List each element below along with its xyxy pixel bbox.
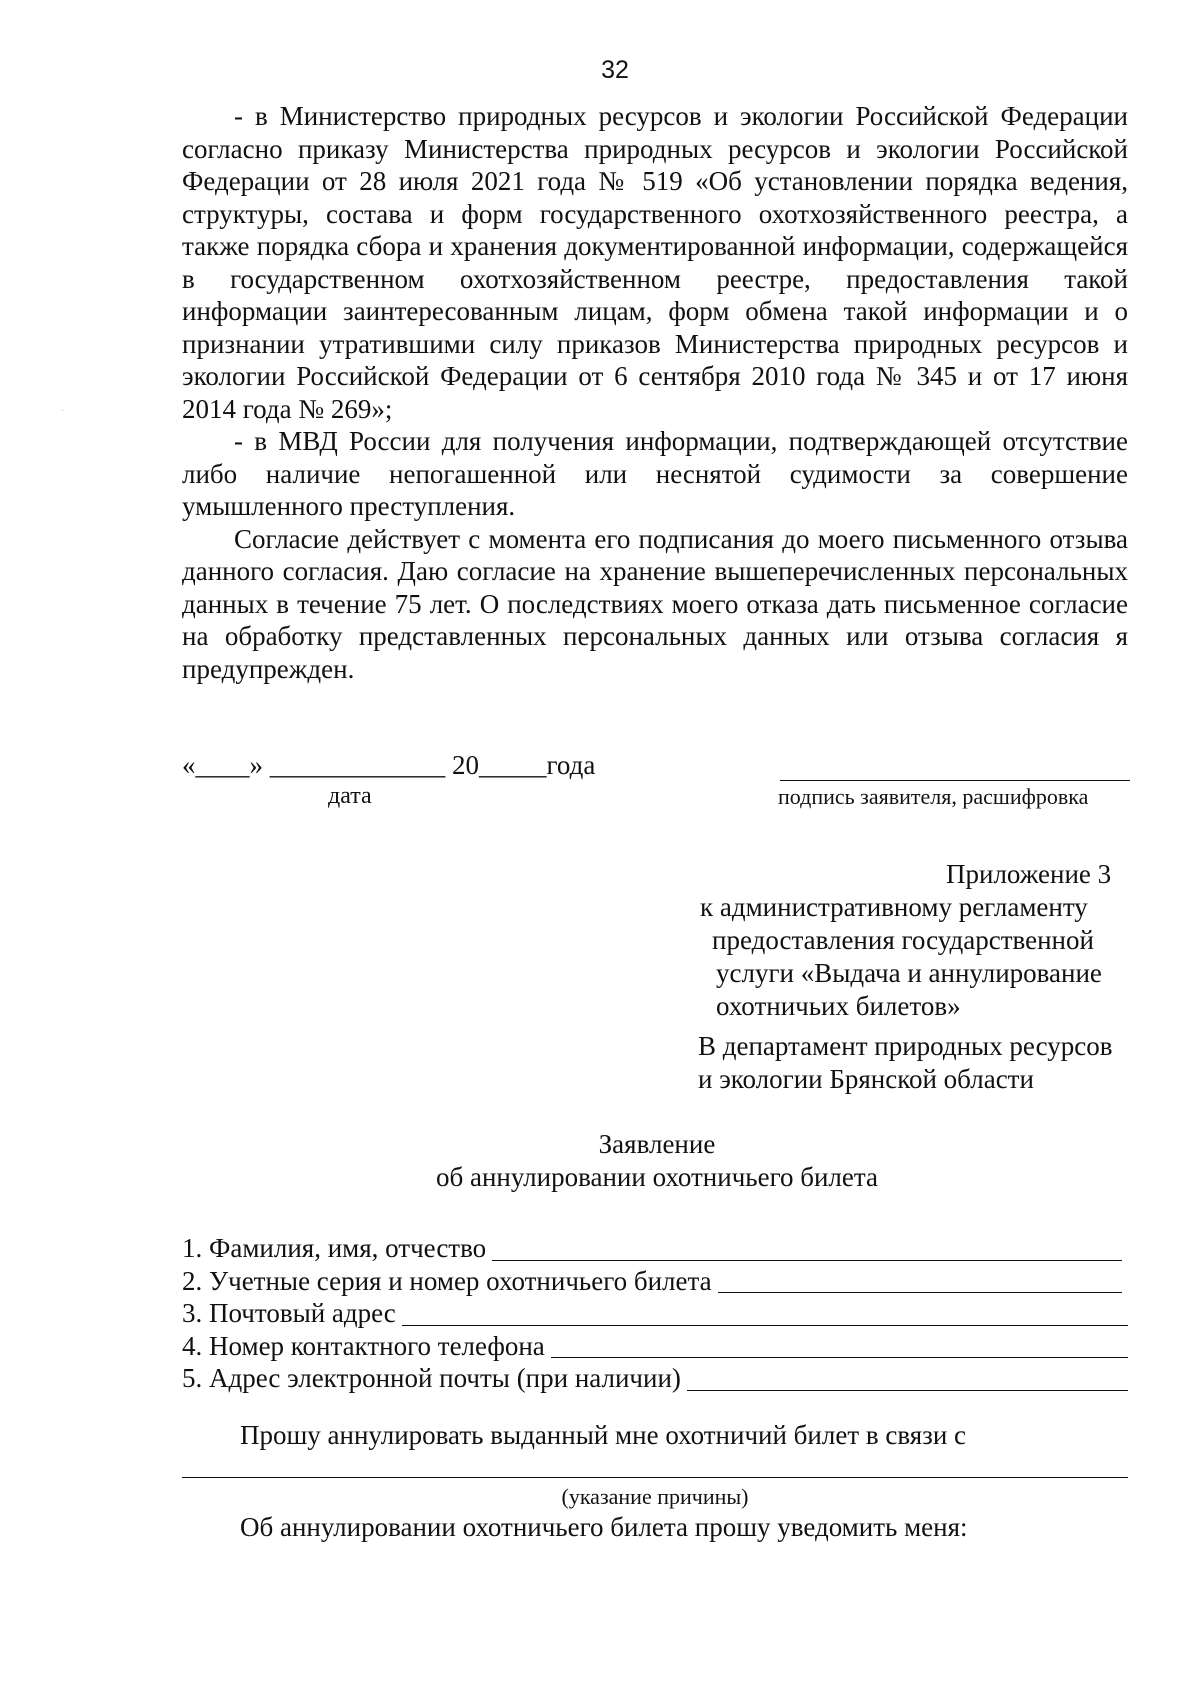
notification-statement: Об аннулировании охотничьего билета прошу уведомить меня: xyxy=(240,1512,968,1542)
addressee-line: и экологии Брянской области xyxy=(698,1064,1034,1094)
field-full-name xyxy=(182,1232,1128,1265)
date-line: «____» _____________ 20_____года xyxy=(182,750,596,780)
paragraph-ministry: - в Министерство природных ресурсов и экологии Российской Федерации согласно приказу Министерства природных ресурсов и экологии Российской Федерации от 28 июля 2021 года № 519 «Об установлении порядка ведения, структуры, состава и форм государственного охотхозяйственного реестра, а также порядка сбора и хранения документированной информации, содержащейся в государственном охотхозяйственном реестре, предоставления такой информации заинтересованным лицам, форм обмена такой информации и о признании утратившими силу приказов Министерства природных ресурсов и экологии Российской Федерации от 6 сентября 2010 года № 345 и от 17 июня 2014 года № 269»; xyxy=(182,101,1128,424)
scan-speck xyxy=(62,410,63,411)
appendix-line: предоставления государственной xyxy=(712,925,1094,955)
fill-in-blank xyxy=(492,1236,1122,1261)
fill-in-blank xyxy=(402,1301,1128,1326)
application-title xyxy=(0,1128,1200,1194)
addressee-line: В департамент природных ресурсов xyxy=(698,1031,1113,1061)
field-postal-address xyxy=(182,1297,1128,1330)
field-email xyxy=(182,1362,1128,1395)
consent-text xyxy=(182,100,1128,685)
field-label: 1. Фамилия, имя, отчество xyxy=(182,1233,487,1263)
field-label: 5. Адрес электронной почты (при наличии) xyxy=(182,1363,681,1393)
title-subheading: об аннулировании охотничьего билета xyxy=(435,1162,878,1192)
appendix-number: Приложение 3 xyxy=(946,859,1112,889)
page-number: 32 xyxy=(601,56,629,84)
paragraph-consent-validity: Согласие действует с момента его подписания до моего письменного отзыва данного согласия. Даю согласие на хранение вышеперечисленных персональных данных в течение 75 лет. О последствиях моего отказа дать письменное согласие на обработку представленных персональных данных или отзыва согласия я предупрежден. xyxy=(182,523,1128,684)
date-caption: дата xyxy=(328,783,372,809)
field-label: 3. Почтовый адрес xyxy=(182,1298,396,1328)
reason-blank xyxy=(182,1477,1128,1478)
appendix-line: услуги «Выдача и аннулирование xyxy=(716,958,1102,988)
title-heading: Заявление xyxy=(598,1129,716,1159)
request-statement: Прошу аннулировать выданный мне охотничий билет в связи с xyxy=(240,1420,967,1450)
field-phone xyxy=(182,1330,1128,1363)
paragraph-mvd: - в МВД России для получения информации, подтверждающей отсутствие либо наличие непогашенной или неснятой судимости за совершение умышленного преступления. xyxy=(182,426,1128,521)
fill-in-blank xyxy=(687,1366,1128,1391)
addressee-block xyxy=(698,1030,1112,1096)
field-license-number xyxy=(182,1265,1128,1298)
applicant-fields xyxy=(182,1232,1128,1395)
signature-line xyxy=(780,750,1130,781)
fill-in-blank xyxy=(718,1268,1122,1293)
field-label: 2. Учетные серия и номер охотничьего билета xyxy=(182,1265,712,1296)
appendix-block xyxy=(700,858,1111,1023)
appendix-line: охотничьих билетов» xyxy=(716,991,961,1021)
appendix-line: к административному регламенту xyxy=(700,892,1088,922)
fill-in-blank xyxy=(551,1333,1128,1358)
field-label: 4. Номер контактного телефона xyxy=(182,1330,545,1361)
signature-caption: подпись заявителя, расшифровка xyxy=(778,784,1089,809)
reason-caption: (указание причины) xyxy=(561,1484,749,1509)
